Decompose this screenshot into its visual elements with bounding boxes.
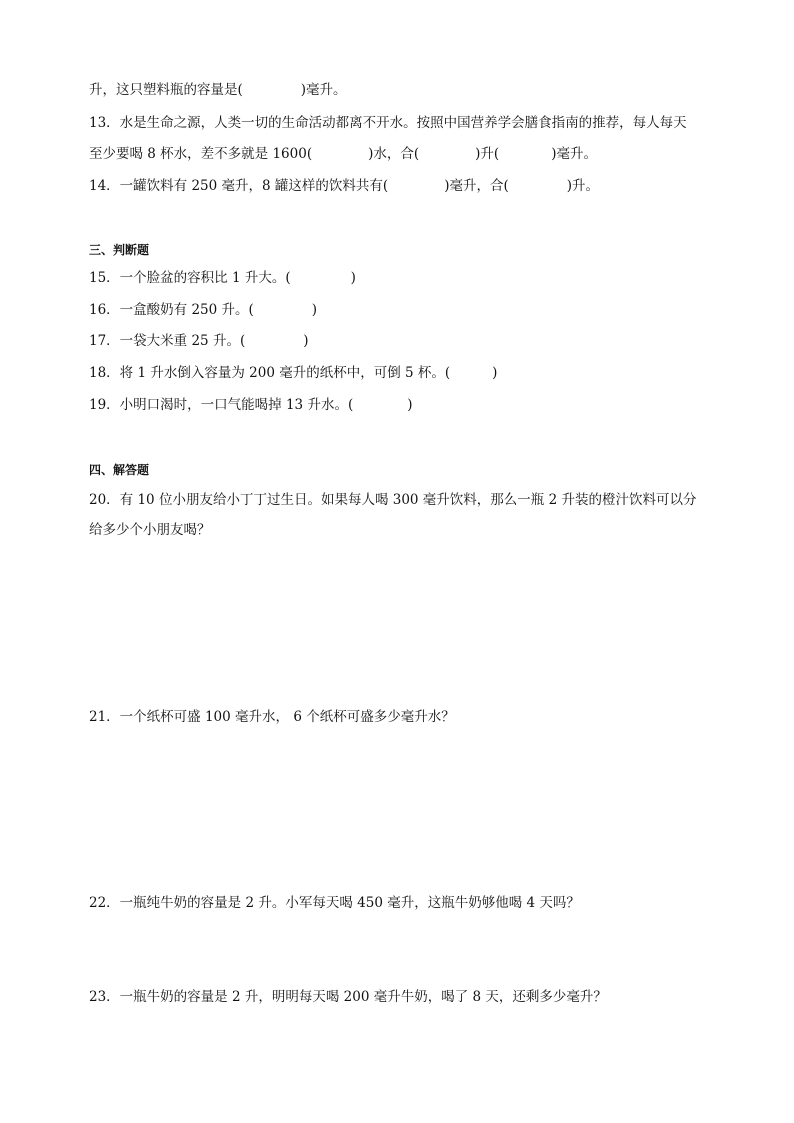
judgment-question [89, 300, 317, 320]
problem-21 [89, 707, 455, 727]
question-12-continuation [89, 80, 347, 100]
q14-text: 14．一罐饮料有 250 毫升，8 罐这样的饮料共有( [89, 178, 389, 194]
q13-text: )升( [475, 146, 500, 162]
close-paren: ) [350, 270, 356, 286]
close-paren: ) [407, 397, 413, 413]
section-title-text: 四、解答题 [89, 463, 150, 477]
q13-text: 至少要喝 8 杯水，差不多就是 1600( [89, 146, 313, 162]
question-14 [89, 176, 599, 196]
q14-text: )升。 [566, 178, 600, 194]
question-13-line1 [89, 113, 687, 133]
problem-22 [89, 893, 580, 913]
close-paren: ) [492, 365, 498, 381]
q13-text: )毫升。 [551, 146, 597, 162]
problem-20-line1 [89, 490, 696, 510]
judgment-text: 19．小明口渴时，一口气能喝掉 13 升水。( [89, 397, 354, 413]
q13-text: )水，合( [368, 146, 420, 162]
judgment-question [89, 363, 497, 383]
question-13-line2 [89, 144, 597, 164]
section-title-text: 三、判断题 [89, 243, 150, 257]
judgment-text: 18．将 1 升水倒入容量为 200 毫升的纸杯中，可倒 5 杯。( [89, 365, 451, 381]
q13-text: 13．水是生命之源，人类一切的生命活动都离不开水。按照中国营养学会膳食指南的推荐，每人每天 [89, 115, 687, 131]
problem-20-line2 [89, 520, 211, 540]
q14-text: )毫升，合( [444, 178, 509, 194]
q12-text-end: )毫升。 [300, 82, 347, 98]
section-title-judgment [89, 240, 149, 260]
problem-text: 23．一瓶牛奶的容量是 2 升，明明每天喝 200 毫升牛奶，喝了 8 天，还剩多少毫升？ [89, 989, 607, 1005]
judgment-question [89, 331, 309, 351]
section-title-problems [89, 460, 149, 480]
judgment-text: 17．一袋大米重 25 升。( [89, 333, 246, 349]
judgment-text: 16．一盒酸奶有 250 升。( [89, 302, 254, 318]
problem-text: 21．一个纸杯可盛 100 毫升水， 6 个纸杯可盛多少毫升水？ [89, 709, 455, 725]
problem-text: 22．一瓶纯牛奶的容量是 2 升。小军每天喝 450 毫升，这瓶牛奶够他喝 4 天吗？ [89, 895, 580, 911]
close-paren: ) [311, 302, 318, 318]
problem-23 [89, 987, 607, 1007]
problem-text: 20．有 10 位小朋友给小丁丁过生日。如果每人喝 300 毫升饮料，那么一瓶 2 升装的橙汁饮料可以分 [89, 492, 697, 508]
judgment-question [89, 395, 413, 415]
close-paren: ) [303, 333, 309, 349]
judgment-text: 15．一个脸盆的容积比 1 升大。( [89, 270, 291, 286]
judgment-question [89, 268, 356, 288]
problem-text: 给多少个小朋友喝？ [89, 522, 211, 538]
q12-text: 升，这只塑料瓶的容量是( [89, 82, 243, 98]
